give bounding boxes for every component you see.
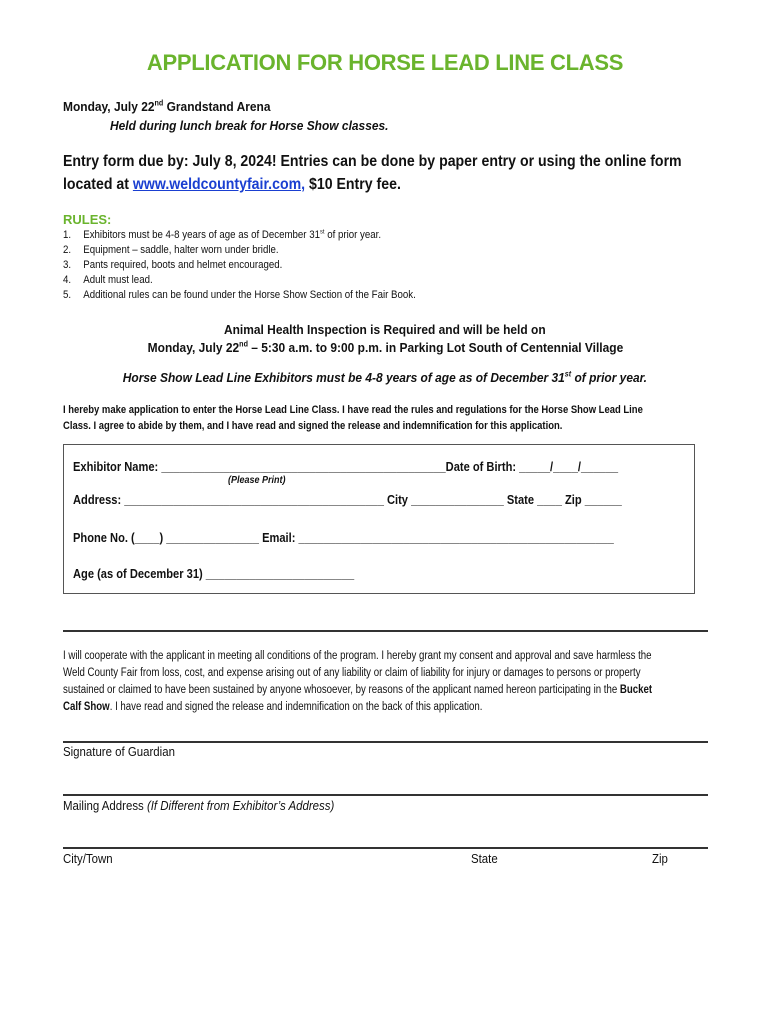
rule-item: 5. Additional rules can be found under the Horse Show Section of the Fair Book. [63, 289, 416, 301]
exhibitor-name-field[interactable]: Exhibitor Name: ______________________________________________Date of Birth: _____/____/______ [73, 459, 619, 474]
please-print-note: (Please Print) [228, 475, 286, 486]
fair-website-link[interactable]: www.weldcountyfair.com, [132, 176, 306, 193]
phone-email-field[interactable]: Phone No. (____) _______________ Email: ___________________________________________________ [73, 530, 614, 545]
age-requirement-note: Horse Show Lead Line Exhibitors must be 4-8 years of age as of December 31st of prior year. [122, 369, 648, 385]
mailing-address-label: Mailing Address (If Different from Exhibitor’s Address) [63, 798, 335, 813]
address-field[interactable]: Address: __________________________________________ City _______________ State ____ Zip ______ [73, 492, 622, 507]
entry-location-prefix: located at [63, 176, 133, 193]
health-inspection-line2: Monday, July 22nd – 5:30 a.m. to 9:00 p.m. in Parking Lot South of Centennial Village [147, 339, 623, 355]
consent-paragraph: I will cooperate with the applicant in meeting all conditions of the program. I hereby grant my consent and approval and save harmless the Weld County Fair from loss, cost, and expense arising out of any liability or claim of liability for injury or damages to persons or property sustained or claimed to have been sustained by anyone whosoever, by reasons of the applicant named hereon participating in the Bucket Calf Show. I have read and signed the release and indemnification on the back of this application. [63, 650, 653, 713]
city-state-zip-line[interactable] [63, 847, 708, 849]
rule-item: 4. Adult must lead. [63, 274, 153, 286]
event-day-suffix: nd [154, 98, 164, 108]
state-label: State [471, 851, 498, 866]
entry-fee: $10 Entry fee. [305, 176, 401, 193]
guardian-signature-line[interactable] [63, 741, 708, 743]
mailing-address-line[interactable] [63, 794, 708, 796]
event-note: Held during lunch break for Horse Show classes. [110, 118, 389, 133]
zip-label: Zip [652, 851, 668, 866]
entry-deadline: Entry form due by: July 8, 2024! Entries can be done by paper entry or using the online form [63, 153, 682, 170]
health-inspection-line1: Animal Health Inspection is Required and will be held on [224, 322, 546, 337]
page-title: APPLICATION FOR HORSE LEAD LINE CLASS [146, 50, 624, 75]
event-date-line [63, 99, 271, 114]
age-field[interactable]: Age (as of December 31) ________________________ [73, 566, 355, 581]
city-label: City/Town [63, 851, 113, 866]
rule-item: 3. Pants required, boots and helmet encouraged. [63, 259, 283, 271]
divider [63, 630, 708, 632]
entry-location [63, 176, 401, 194]
guardian-signature-label: Signature of Guardian [63, 744, 175, 759]
event-venue: Grandstand Arena [163, 99, 271, 114]
event-day: Monday, July 22 [63, 99, 155, 114]
rule-item: 2. Equipment – saddle, halter worn under bridle. [63, 244, 279, 256]
rules-heading: RULES: [63, 212, 112, 227]
rules-list [63, 229, 713, 304]
rule-item: 1. Exhibitors must be 4-8 years of age as of December 31st of prior year. [63, 228, 382, 241]
application-statement-line2: Class. I agree to abide by them, and I have read and signed the release and indemnification for this application. [63, 420, 563, 432]
application-statement-line1: I hereby make application to enter the Horse Lead Line Class. I have read the rules and regulations for the Horse Show Lead Line [63, 404, 643, 416]
